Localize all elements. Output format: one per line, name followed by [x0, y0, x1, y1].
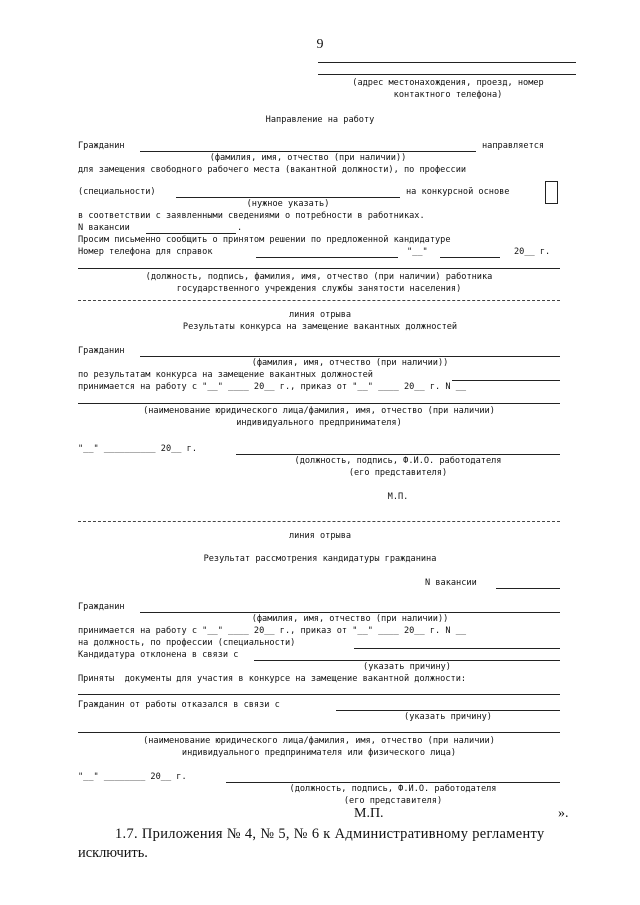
candidacy-vacancy-label: N вакансии [425, 578, 477, 588]
specify-caption: (нужное указать) [246, 199, 330, 209]
candidacy-hired-line: принимается на работу с "__" ____ 20__ г., приказ от "__" ____ 20__ г. N __ [78, 626, 467, 636]
address-caption-1: (адрес местонахождения, проезд, номер [352, 78, 544, 88]
candidacy-refused-label: Гражданин от работы отказался в связи с [78, 700, 280, 710]
contest-date: "__" __________ 20__ г. [78, 444, 197, 454]
amendment-paragraph-cont: исключить. [78, 845, 148, 861]
address-caption-2: контактного телефона) [393, 90, 503, 100]
candidacy-position-field [354, 648, 560, 649]
contest-results-field [452, 380, 560, 381]
phone-label: Номер телефона для справок [78, 247, 213, 257]
candidacy-vacancy-field [496, 588, 560, 589]
checkbox-square [545, 181, 558, 204]
contest-fio-caption: (фамилия, имя, отчество (при наличии)) [251, 358, 449, 368]
candidacy-position-label: на должность, по профессии (специальности) [78, 638, 296, 648]
sent-label: направляется [482, 141, 545, 151]
closing-quote: ». [558, 806, 569, 821]
contest-employer-caption-1: (наименование юридического лица/фамилия, имя, отчество (при наличии) [143, 406, 495, 416]
vacancy-number-end: . [237, 223, 243, 233]
candidacy-result-title: Результат рассмотрения кандидатуры гражданина [203, 554, 437, 564]
candidacy-citizen-label: Гражданин [78, 602, 125, 612]
candidacy-signer-caption-2: (его представителя) [343, 796, 443, 806]
contest-citizen-label: Гражданин [78, 346, 125, 356]
tear-line-1 [78, 300, 560, 301]
specialty-label: (специальности) [78, 187, 156, 197]
tear-line-2 [78, 521, 560, 522]
candidacy-signer-caption-1: (должность, подпись, Ф.И.О. работодателя [289, 784, 497, 794]
signature-line-1 [78, 268, 560, 269]
candidacy-documents-line: Приняты документы для участия в конкурсе на замещение вакантной должности: [78, 674, 467, 684]
candidacy-employer-caption-1: (наименование юридического лица/фамилия, имя, отчество (при наличии) [143, 736, 495, 746]
contest-results-title: Результаты конкурса на замещение вакантных должностей [182, 322, 458, 332]
address-line-2 [318, 74, 576, 75]
contest-signer-caption-1: (должность, подпись, Ф.И.О. работодателя [294, 456, 502, 466]
signature-caption-2: государственного учреждения службы занятости населения) [176, 284, 462, 294]
fio-caption: (фамилия, имя, отчество (при наличии)) [209, 153, 407, 163]
tear-label-2: линия отрыва [288, 531, 352, 541]
contest-hired-line: принимается на работу с "__" ____ 20__ г., приказ от "__" ____ 20__ г. N __ [78, 382, 467, 392]
candidacy-documents-field [78, 694, 560, 695]
contest-signer-caption-2: (его представителя) [348, 468, 448, 478]
contest-results-line: по результатам конкурса на замещение вакантных должностей [78, 370, 373, 380]
vacancy-line: для замещения свободного рабочего места (вакантной должности), по профессии [78, 165, 467, 175]
candidacy-fio-caption: (фамилия, имя, отчество (при наличии)) [251, 614, 449, 624]
phone-field [256, 257, 398, 258]
contest-employer-line [78, 403, 560, 404]
request-line: Просим письменно сообщить о принятом решении по предложенной кандидатуре [78, 235, 451, 245]
candidacy-date: "__" ________ 20__ г. [78, 772, 187, 782]
candidacy-stamp: М.П. [354, 806, 384, 821]
phone-date-month [440, 257, 500, 258]
phone-date-day: "__" [407, 247, 428, 257]
contest-employer-caption-2: индивидуального предпринимателя) [236, 418, 402, 428]
candidacy-reason-caption-2: (указать причину) [404, 712, 492, 722]
tear-label-1: линия отрыва [288, 310, 352, 320]
contest-stamp: М.П. [387, 492, 409, 502]
amendment-paragraph: 1.7. Приложения № 4, № 5, № 6 к Административному регламенту [115, 826, 545, 842]
competitive-label: на конкурсной основе [406, 187, 510, 197]
candidacy-employer-caption-2: индивидуального предпринимателя или физического лица) [181, 748, 457, 758]
address-line-1 [318, 62, 576, 63]
citizen-label: Гражданин [78, 141, 125, 151]
candidacy-reason-caption: (указать причину) [363, 662, 451, 672]
phone-date-year: 20__ г. [514, 247, 551, 257]
accordance-line: в соответствии с заявленными сведениями о потребности в работниках. [78, 211, 425, 221]
vacancy-number-label: N вакансии [78, 223, 130, 233]
referral-title: Направление на работу [265, 115, 375, 125]
signature-caption-1: (должность, подпись, фамилия, имя, отчество (при наличии) работника [145, 272, 493, 282]
candidacy-rejected-label: Кандидатура отклонена в связи с [78, 650, 239, 660]
candidacy-employer-line [78, 732, 560, 733]
page-number: 9 [316, 37, 324, 52]
